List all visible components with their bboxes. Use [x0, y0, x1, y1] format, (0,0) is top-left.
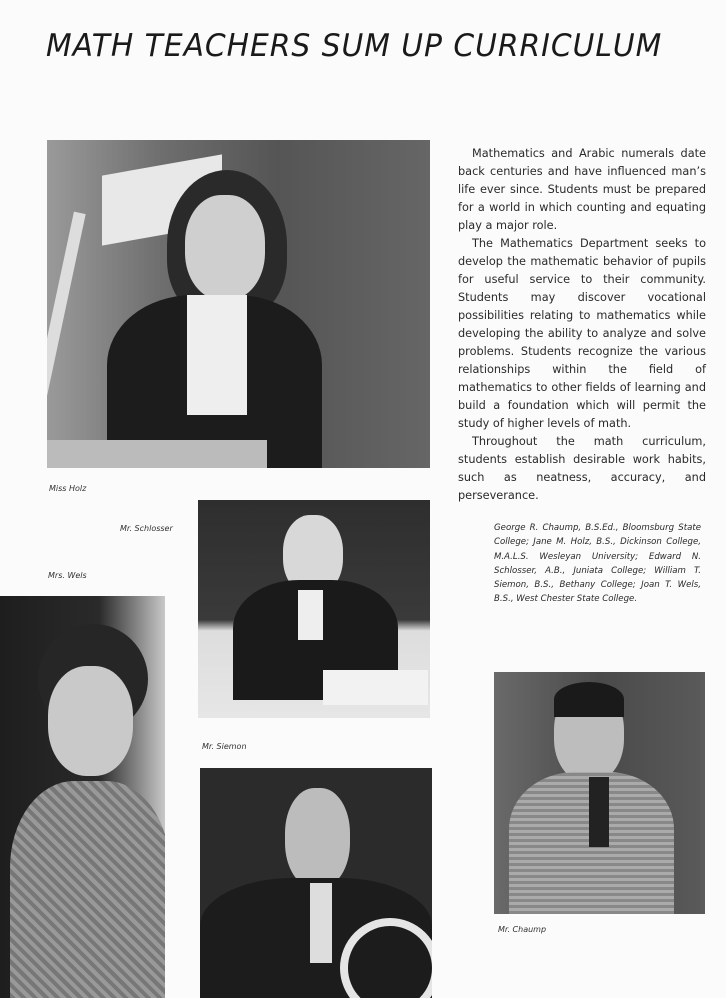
faculty-credits: George R. Chaump, B.S.Ed., Bloomsburg State College; Jane M. Holz, B.S., Dickinson College, M.A.L.S. Wesleyan University; Edward N. Schlosser, A.B., Juniata College; William T. Siemon, B.S., Bethany College; Joan T. Wels, B.S., West Chester State College. — [494, 523, 701, 605]
body-text — [458, 145, 706, 505]
photo-mrs-wels — [0, 596, 165, 998]
photo-mr-chaump — [494, 672, 705, 914]
body-paragraph: Throughout the math curriculum, students establish desirable work habits, such as neatness, accuracy, and perseverance. — [458, 435, 706, 502]
photo-mr-schlosser — [198, 500, 430, 718]
photo-mr-siemon — [200, 768, 432, 998]
body-paragraph: The Mathematics Department seeks to develop the mathematic behavior of pupils for useful service to their community. Students may discover vocational possibilities relating to mathematics while developing the ability to analyze and solve problems. Students recognize the various relationships within the field of mathematics to other fields of learning and build a foundation which will permit the study of higher levels of math. — [458, 237, 706, 430]
caption-mr-chaump: Mr. Chaump — [498, 925, 547, 934]
caption-mrs-wels: Mrs. Wels — [48, 571, 87, 580]
caption-mr-siemon: Mr. Siemon — [202, 742, 247, 751]
photo-miss-holz — [47, 140, 430, 468]
body-paragraph: Mathematics and Arabic numerals date back centuries and have influenced man’s life ever since. Students must be prepared for a world in which counting and equating play a major role. — [458, 147, 706, 232]
caption-miss-holz: Miss Holz — [49, 484, 87, 493]
page-title: MATH TEACHERS SUM UP CURRICULUM — [46, 28, 663, 64]
caption-mr-schlosser: Mr. Schlosser — [120, 524, 173, 533]
